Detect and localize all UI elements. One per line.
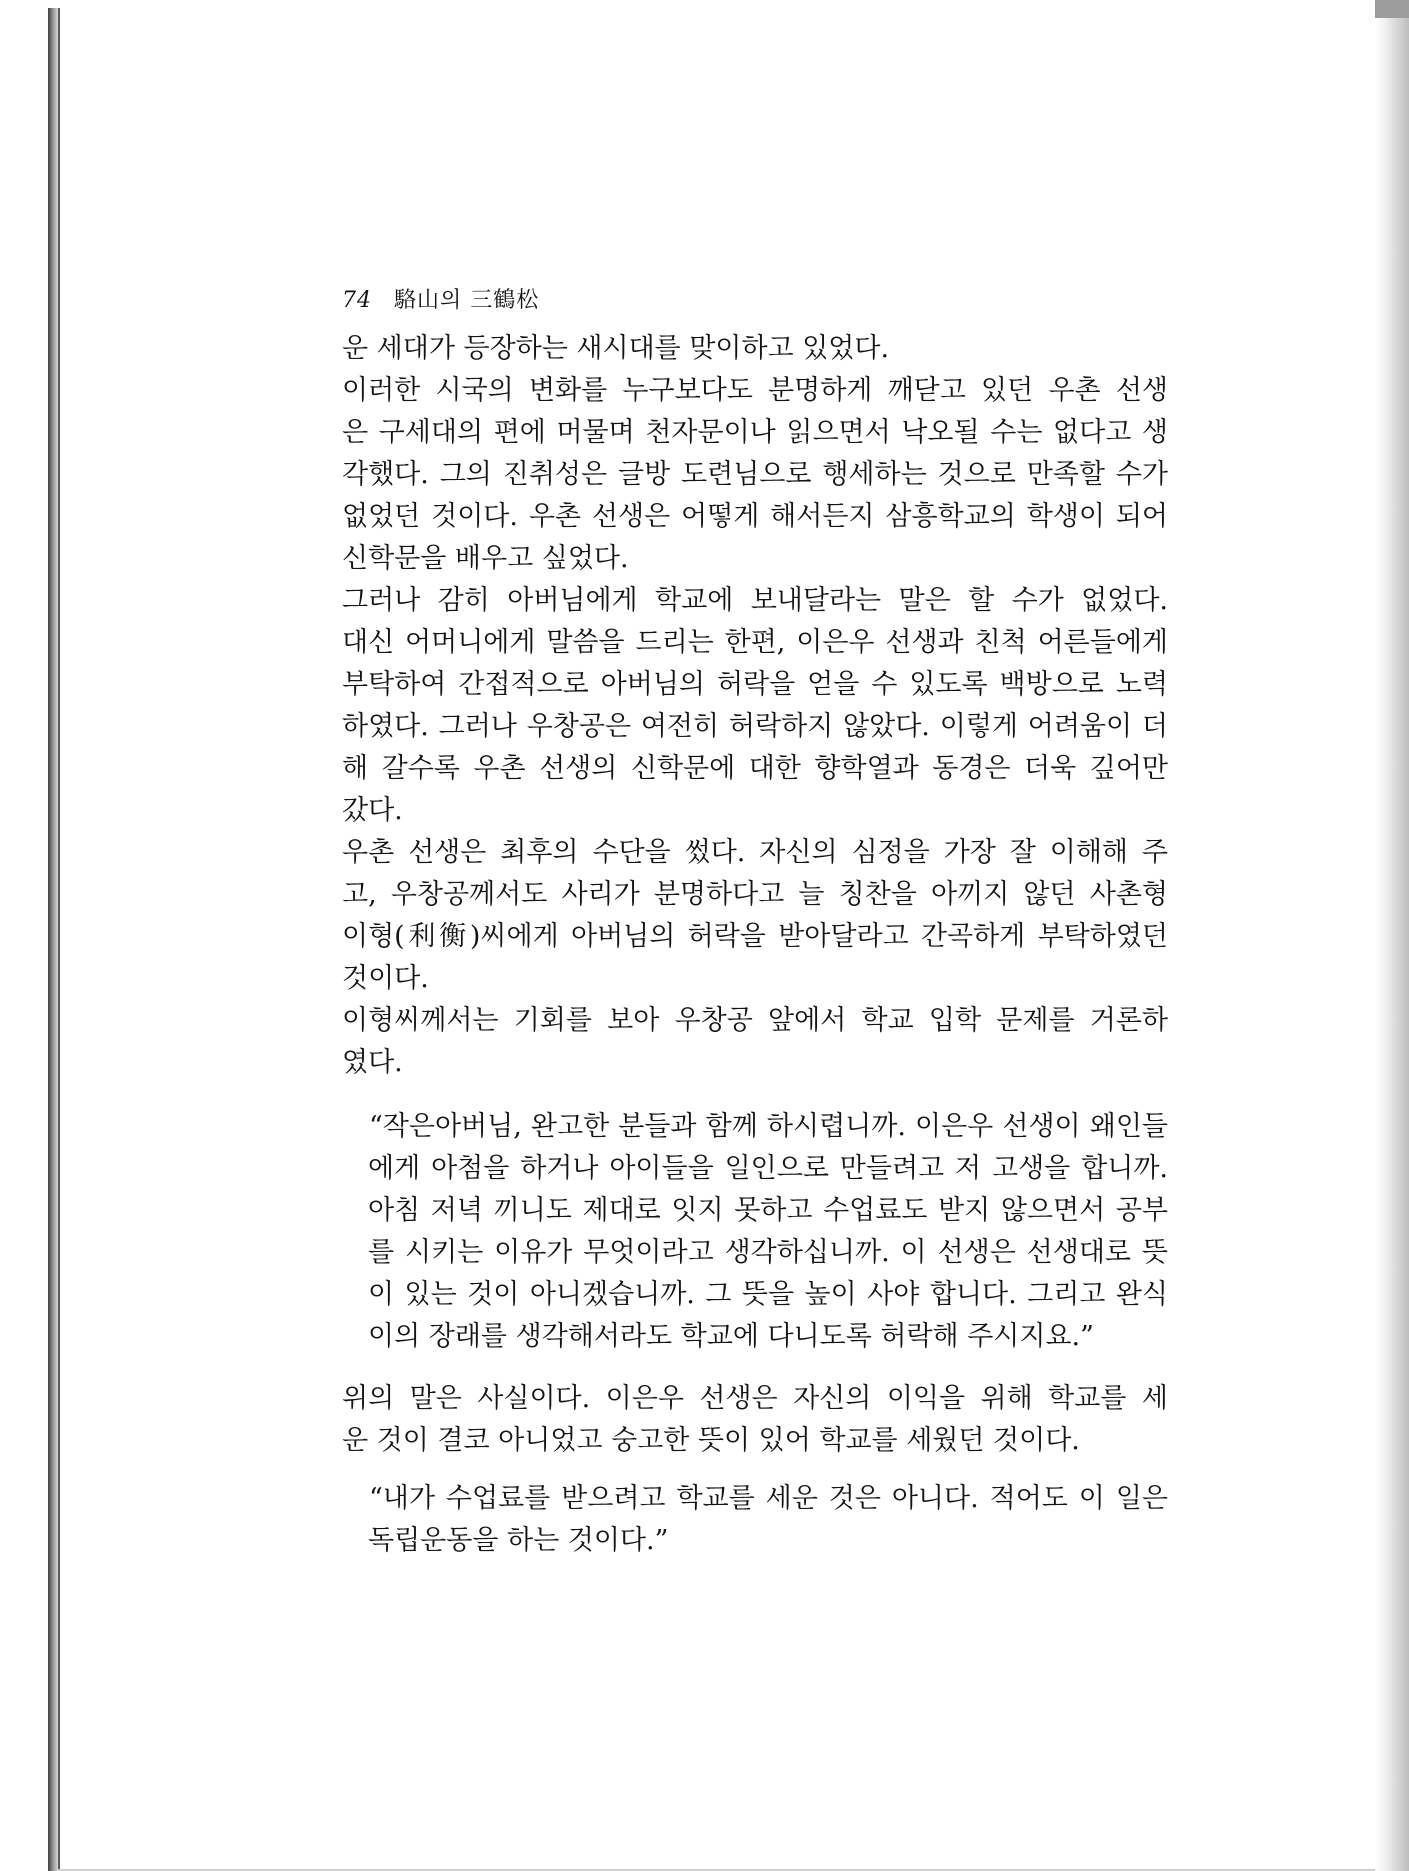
page-left-edge-shadow <box>48 8 58 1871</box>
paragraph-3 <box>342 832 1168 1000</box>
quote-line: 아침 저녁 끼니도 제대로 잇지 못하고 수업료도 받지 않으면서 공부 <box>368 1195 1168 1226</box>
quote-line: “내가 수업료를 받으려고 학교를 세운 것은 아니다. 적어도 이 일은 <box>369 1483 1168 1514</box>
text-line: 것이다. <box>342 963 429 994</box>
quote-line: 독립운동을 하는 것이다.” <box>368 1525 669 1556</box>
text-line: 대신 어머니에게 말씀을 드리는 한편, 이은우 선생과 친척 어른들에게 <box>342 627 1168 658</box>
text-line: 였다. <box>342 1047 403 1078</box>
paragraph-2 <box>342 580 1168 832</box>
quote-line: 이 있는 것이 아니겠습니까. 그 뜻을 높이 사야 합니다. 그리고 완식 <box>368 1279 1168 1310</box>
text-line: 하였다. 그러나 우창공은 여전히 허락하지 않았다. 이렇게 어려움이 더 <box>342 711 1168 742</box>
text-line: 해 갈수록 우촌 선생의 신학문에 대한 향학열과 동경은 더욱 깊어만 <box>342 753 1168 784</box>
quote-line: “작은아버님, 완고한 분들과 함께 하시렵니까. 이은우 선생이 왜인들 <box>369 1111 1168 1142</box>
text-line: 신학문을 배우고 싶었다. <box>342 543 629 574</box>
text-line: 이러한 시국의 변화를 누구보다도 분명하게 깨닫고 있던 우촌 선생 <box>342 375 1168 406</box>
book-page-text <box>342 274 1168 1562</box>
text-line: 은 구세대의 편에 머물며 천자문이나 읽으면서 낙오될 수는 없다고 생 <box>342 417 1168 448</box>
paragraph-1 <box>342 370 1168 580</box>
page-number: 74 <box>342 288 372 313</box>
text-line: 위의 말은 사실이다. 이은우 선생은 자신의 이익을 위해 학교를 세 <box>342 1383 1168 1414</box>
spacer <box>342 1358 1168 1378</box>
paragraph-0 <box>342 328 1168 370</box>
quote-line: 에게 아첨을 하거나 아이들을 일인으로 만들려고 저 고생을 합니까. <box>368 1153 1168 1184</box>
paragraph-5 <box>342 1378 1168 1462</box>
block-quote-1 <box>342 1106 1168 1358</box>
book-title: 駱山의 三鶴松 <box>394 288 540 313</box>
page-right-edge-shadow <box>1375 0 1409 1871</box>
text-line: 없었던 것이다. 우촌 선생은 어떻게 해서든지 삼흥학교의 학생이 되어 <box>342 501 1168 532</box>
text-line: 갔다. <box>342 795 403 826</box>
block-quote-2 <box>342 1478 1168 1562</box>
quote-line: 이의 장래를 생각해서라도 학교에 다니도록 허락해 주시지요.” <box>368 1321 1094 1352</box>
quote-line: 를 시키는 이유가 무엇이라고 생각하십니까. 이 선생은 선생대로 뜻 <box>368 1237 1168 1268</box>
page-left-border <box>58 8 60 1871</box>
text-line: 고, 우창공께서도 사리가 분명하다고 늘 칭찬을 아끼지 않던 사촌형 <box>342 879 1168 910</box>
paragraph-4 <box>342 1000 1168 1084</box>
text-line: 우촌 선생은 최후의 수단을 썼다. 자신의 심정을 가장 잘 이해해 주 <box>342 837 1168 868</box>
text-line: 이형(利衡)씨에게 아버님의 허락을 받아달라고 간곡하게 부탁하였던 <box>342 921 1168 952</box>
text-line: 이형씨께서는 기회를 보아 우창공 앞에서 학교 입학 문제를 거론하 <box>342 1005 1168 1036</box>
text-line: 부탁하여 간접적으로 아버님의 허락을 얻을 수 있도록 백방으로 노력 <box>342 669 1168 700</box>
running-header <box>342 274 1168 328</box>
spacer <box>342 1462 1168 1478</box>
text-line: 그러나 감히 아버님에게 학교에 보내달라는 말은 할 수가 없었다. <box>342 585 1168 616</box>
spacer <box>342 1084 1168 1106</box>
text-line: 운 것이 결코 아니었고 숭고한 뜻이 있어 학교를 세웠던 것이다. <box>342 1425 1080 1456</box>
text-line: 각했다. 그의 진취성은 글방 도련님으로 행세하는 것으로 만족할 수가 <box>342 459 1168 490</box>
page-corner-shadow <box>1375 0 1409 18</box>
text-line: 운 세대가 등장하는 새시대를 맞이하고 있었다. <box>342 333 890 364</box>
